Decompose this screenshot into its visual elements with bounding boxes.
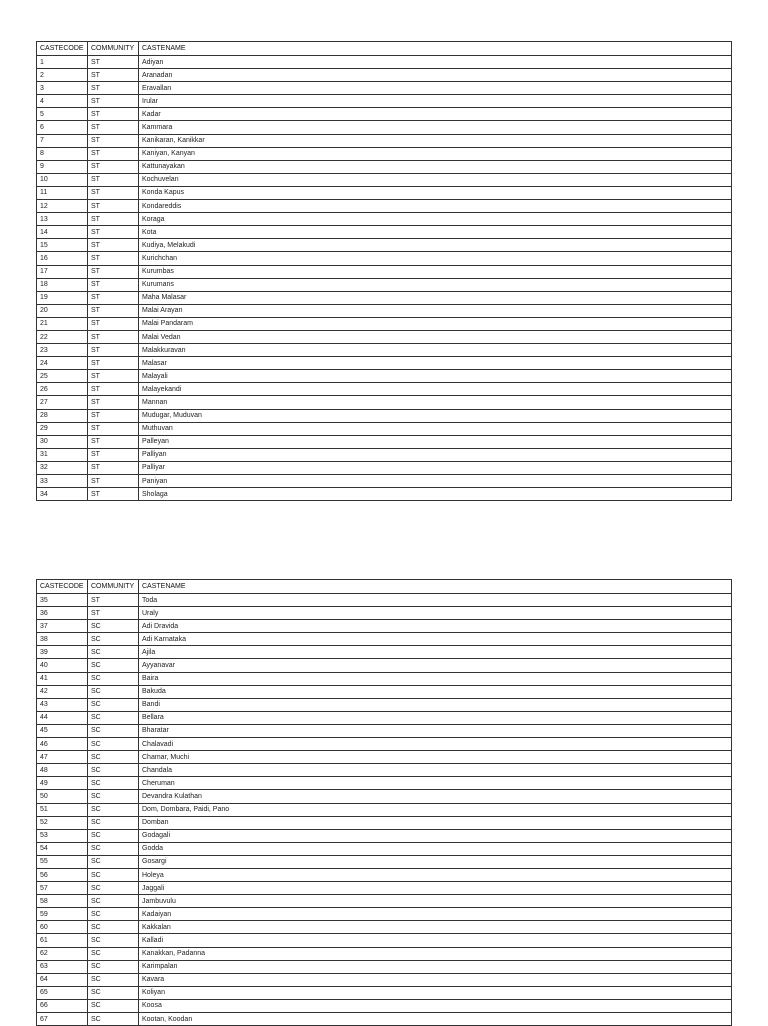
community-cell: ST	[88, 448, 139, 461]
table-row	[37, 488, 732, 501]
caste-table-2	[36, 579, 732, 1026]
castecode-cell: 55	[37, 855, 88, 868]
castename-cell: Kurumans	[139, 278, 732, 291]
community-cell: ST	[88, 82, 139, 95]
table-row	[37, 108, 732, 121]
community-cell: SC	[88, 764, 139, 777]
castecode-cell: 11	[37, 186, 88, 199]
castecode-cell: 67	[37, 1013, 88, 1026]
community-cell: SC	[88, 986, 139, 999]
castecode-cell: 57	[37, 882, 88, 895]
table-row	[37, 934, 732, 947]
header-castecode: CASTECODE	[37, 580, 88, 594]
community-cell: SC	[88, 711, 139, 724]
community-cell: SC	[88, 751, 139, 764]
castename-cell: Adiyan	[139, 56, 732, 69]
community-cell: ST	[88, 278, 139, 291]
header-castename: CASTENAME	[139, 580, 732, 594]
castename-cell: Cheruman	[139, 777, 732, 790]
community-cell: ST	[88, 291, 139, 304]
community-cell: SC	[88, 829, 139, 842]
table-row	[37, 344, 732, 357]
castecode-cell: 40	[37, 659, 88, 672]
table-row	[37, 999, 732, 1012]
table-row	[37, 803, 732, 816]
castecode-cell: 22	[37, 330, 88, 343]
castecode-cell: 24	[37, 357, 88, 370]
castename-cell: Malayali	[139, 370, 732, 383]
castename-cell: Paniyan	[139, 475, 732, 488]
table-row	[37, 960, 732, 973]
header-castecode: CASTECODE	[37, 42, 88, 56]
table-row	[37, 973, 732, 986]
community-cell: SC	[88, 868, 139, 881]
table-row	[37, 868, 732, 881]
community-cell: SC	[88, 895, 139, 908]
castename-cell: Malai Pandaram	[139, 317, 732, 330]
community-cell: ST	[88, 357, 139, 370]
table-row	[37, 396, 732, 409]
table-row	[37, 226, 732, 239]
table-row	[37, 82, 732, 95]
table-row	[37, 461, 732, 474]
castename-cell: Koliyan	[139, 986, 732, 999]
castename-cell: Adi Dravida	[139, 620, 732, 633]
castename-cell: Aranadan	[139, 69, 732, 82]
table-row	[37, 607, 732, 620]
castename-cell: Muthuvan	[139, 422, 732, 435]
castename-cell: Palliyar	[139, 461, 732, 474]
table-row	[37, 160, 732, 173]
castecode-cell: 46	[37, 738, 88, 751]
table-row	[37, 121, 732, 134]
castecode-cell: 26	[37, 383, 88, 396]
castecode-cell: 8	[37, 147, 88, 160]
castename-cell: Palliyan	[139, 448, 732, 461]
castecode-cell: 29	[37, 422, 88, 435]
castecode-cell: 20	[37, 304, 88, 317]
table-row	[37, 200, 732, 213]
community-cell: ST	[88, 226, 139, 239]
table-row	[37, 278, 732, 291]
castecode-cell: 48	[37, 764, 88, 777]
table-row	[37, 698, 732, 711]
table-row	[37, 594, 732, 607]
community-cell: ST	[88, 265, 139, 278]
table-row	[37, 764, 732, 777]
castename-cell: Chamar, Muchi	[139, 751, 732, 764]
castecode-cell: 5	[37, 108, 88, 121]
castecode-cell: 6	[37, 121, 88, 134]
castename-cell: Jambuvulu	[139, 895, 732, 908]
castecode-cell: 58	[37, 895, 88, 908]
castename-cell: Bandi	[139, 698, 732, 711]
castename-cell: Holeya	[139, 868, 732, 881]
table-row	[37, 173, 732, 186]
castename-cell: Adi Karnataka	[139, 633, 732, 646]
community-cell: ST	[88, 370, 139, 383]
table-row	[37, 239, 732, 252]
castecode-cell: 53	[37, 829, 88, 842]
castecode-cell: 1	[37, 56, 88, 69]
castecode-cell: 12	[37, 200, 88, 213]
community-cell: ST	[88, 475, 139, 488]
community-cell: ST	[88, 304, 139, 317]
castecode-cell: 42	[37, 685, 88, 698]
table-row	[37, 672, 732, 685]
table-row	[37, 790, 732, 803]
table-row	[37, 330, 732, 343]
table-row	[37, 882, 732, 895]
community-cell: ST	[88, 108, 139, 121]
community-cell: SC	[88, 777, 139, 790]
castename-cell: Gosargi	[139, 855, 732, 868]
castename-cell: Koosa	[139, 999, 732, 1012]
community-cell: SC	[88, 659, 139, 672]
table-row	[37, 213, 732, 226]
castecode-cell: 27	[37, 396, 88, 409]
castecode-cell: 41	[37, 672, 88, 685]
table-row	[37, 291, 732, 304]
table-row	[37, 947, 732, 960]
castecode-cell: 9	[37, 160, 88, 173]
castecode-cell: 3	[37, 82, 88, 95]
header-community: COMMUNITY	[88, 42, 139, 56]
community-cell: ST	[88, 461, 139, 474]
table-row	[37, 777, 732, 790]
community-cell: ST	[88, 488, 139, 501]
castecode-cell: 65	[37, 986, 88, 999]
castecode-cell: 50	[37, 790, 88, 803]
castecode-cell: 15	[37, 239, 88, 252]
community-cell: ST	[88, 56, 139, 69]
castename-cell: Godda	[139, 842, 732, 855]
table-row	[37, 724, 732, 737]
table-row	[37, 842, 732, 855]
table-row	[37, 186, 732, 199]
castename-cell: Toda	[139, 594, 732, 607]
table-row	[37, 370, 732, 383]
community-cell: SC	[88, 790, 139, 803]
community-cell: ST	[88, 160, 139, 173]
table-row	[37, 56, 732, 69]
community-cell: ST	[88, 344, 139, 357]
castecode-cell: 61	[37, 934, 88, 947]
castecode-cell: 43	[37, 698, 88, 711]
castename-cell: Karimpalan	[139, 960, 732, 973]
castecode-cell: 25	[37, 370, 88, 383]
castecode-cell: 34	[37, 488, 88, 501]
community-cell: ST	[88, 330, 139, 343]
community-cell: SC	[88, 934, 139, 947]
community-cell: SC	[88, 646, 139, 659]
castename-cell: Maha Malasar	[139, 291, 732, 304]
castename-cell: Eravallan	[139, 82, 732, 95]
community-cell: SC	[88, 882, 139, 895]
castename-cell: Bellara	[139, 711, 732, 724]
table-row	[37, 134, 732, 147]
community-cell: SC	[88, 816, 139, 829]
community-cell: SC	[88, 999, 139, 1012]
castename-cell: Kochuvelan	[139, 173, 732, 186]
castename-cell: Domban	[139, 816, 732, 829]
castename-cell: Bakuda	[139, 685, 732, 698]
castecode-cell: 4	[37, 95, 88, 108]
castecode-cell: 35	[37, 594, 88, 607]
table-header-row	[37, 580, 732, 594]
castename-cell: Sholaga	[139, 488, 732, 501]
table-row	[37, 620, 732, 633]
community-cell: ST	[88, 422, 139, 435]
castename-cell: Dom, Dombara, Paidi, Pano	[139, 803, 732, 816]
castecode-cell: 28	[37, 409, 88, 422]
community-cell: ST	[88, 69, 139, 82]
castename-cell: Kakkalan	[139, 921, 732, 934]
castename-cell: Malakkuravan	[139, 344, 732, 357]
castecode-cell: 23	[37, 344, 88, 357]
castename-cell: Mudugar, Muduvan	[139, 409, 732, 422]
table-row	[37, 475, 732, 488]
castename-cell: Kattunayakan	[139, 160, 732, 173]
community-cell: SC	[88, 960, 139, 973]
castecode-cell: 18	[37, 278, 88, 291]
castecode-cell: 10	[37, 173, 88, 186]
table-row	[37, 448, 732, 461]
community-cell: SC	[88, 947, 139, 960]
castename-cell: Irular	[139, 95, 732, 108]
castename-cell: Kalladi	[139, 934, 732, 947]
community-cell: ST	[88, 134, 139, 147]
caste-table-1	[36, 41, 732, 501]
community-cell: ST	[88, 252, 139, 265]
castecode-cell: 51	[37, 803, 88, 816]
community-cell: ST	[88, 594, 139, 607]
castename-cell: Kudiya, Melakudi	[139, 239, 732, 252]
castecode-cell: 13	[37, 213, 88, 226]
castename-cell: Jaggali	[139, 882, 732, 895]
castecode-cell: 21	[37, 317, 88, 330]
castecode-cell: 56	[37, 868, 88, 881]
castecode-cell: 52	[37, 816, 88, 829]
community-cell: ST	[88, 435, 139, 448]
castecode-cell: 49	[37, 777, 88, 790]
community-cell: ST	[88, 200, 139, 213]
table-row	[37, 435, 732, 448]
community-cell: SC	[88, 855, 139, 868]
table-row	[37, 69, 732, 82]
community-cell: SC	[88, 724, 139, 737]
table-row	[37, 409, 732, 422]
castename-cell: Palleyan	[139, 435, 732, 448]
table-row	[37, 895, 732, 908]
community-cell: ST	[88, 409, 139, 422]
castename-cell: Ayyanavar	[139, 659, 732, 672]
castecode-cell: 44	[37, 711, 88, 724]
castename-cell: Malai Vedan	[139, 330, 732, 343]
castename-cell: Kanikaran, Kanikkar	[139, 134, 732, 147]
table-row	[37, 422, 732, 435]
castename-cell: Bharatar	[139, 724, 732, 737]
castecode-cell: 32	[37, 461, 88, 474]
community-cell: SC	[88, 803, 139, 816]
castecode-cell: 47	[37, 751, 88, 764]
table-row	[37, 646, 732, 659]
table-row	[37, 816, 732, 829]
castename-cell: Konda Kapus	[139, 186, 732, 199]
castecode-cell: 66	[37, 999, 88, 1012]
castecode-cell: 37	[37, 620, 88, 633]
castecode-cell: 45	[37, 724, 88, 737]
castename-cell: Kanakkan, Padanna	[139, 947, 732, 960]
community-cell: SC	[88, 1013, 139, 1026]
community-cell: SC	[88, 672, 139, 685]
castename-cell: Malasar	[139, 357, 732, 370]
castename-cell: Kadar	[139, 108, 732, 121]
table-row	[37, 304, 732, 317]
community-cell: ST	[88, 396, 139, 409]
castecode-cell: 54	[37, 842, 88, 855]
castecode-cell: 33	[37, 475, 88, 488]
table-row	[37, 711, 732, 724]
community-cell: SC	[88, 738, 139, 751]
table-row	[37, 95, 732, 108]
castename-cell: Chandala	[139, 764, 732, 777]
community-cell: SC	[88, 842, 139, 855]
community-cell: ST	[88, 607, 139, 620]
community-cell: SC	[88, 698, 139, 711]
castename-cell: Malai Arayan	[139, 304, 732, 317]
castecode-cell: 17	[37, 265, 88, 278]
community-cell: ST	[88, 383, 139, 396]
castename-cell: Kondareddis	[139, 200, 732, 213]
castename-cell: Kota	[139, 226, 732, 239]
castename-cell: Malayekandi	[139, 383, 732, 396]
castecode-cell: 7	[37, 134, 88, 147]
castecode-cell: 62	[37, 947, 88, 960]
community-cell: ST	[88, 147, 139, 160]
castecode-cell: 63	[37, 960, 88, 973]
table-row	[37, 685, 732, 698]
community-cell: ST	[88, 173, 139, 186]
castename-cell: Chalavadi	[139, 738, 732, 751]
castecode-cell: 14	[37, 226, 88, 239]
castename-cell: Kurichchan	[139, 252, 732, 265]
table-row	[37, 921, 732, 934]
table-row	[37, 855, 732, 868]
table-row	[37, 908, 732, 921]
header-castename: CASTENAME	[139, 42, 732, 56]
castecode-cell: 16	[37, 252, 88, 265]
community-cell: SC	[88, 685, 139, 698]
castename-cell: Uraly	[139, 607, 732, 620]
table-row	[37, 751, 732, 764]
table-row	[37, 986, 732, 999]
castecode-cell: 60	[37, 921, 88, 934]
table-row	[37, 659, 732, 672]
table-row	[37, 265, 732, 278]
castename-cell: Koraga	[139, 213, 732, 226]
community-cell: ST	[88, 317, 139, 330]
table-row	[37, 738, 732, 751]
community-cell: ST	[88, 213, 139, 226]
castecode-cell: 2	[37, 69, 88, 82]
castecode-cell: 31	[37, 448, 88, 461]
castename-cell: Baira	[139, 672, 732, 685]
castename-cell: Mannan	[139, 396, 732, 409]
community-cell: ST	[88, 239, 139, 252]
table-row	[37, 633, 732, 646]
castename-cell: Ajila	[139, 646, 732, 659]
castecode-cell: 19	[37, 291, 88, 304]
castecode-cell: 59	[37, 908, 88, 921]
community-cell: ST	[88, 186, 139, 199]
community-cell: SC	[88, 921, 139, 934]
community-cell: SC	[88, 908, 139, 921]
castename-cell: Kurumbas	[139, 265, 732, 278]
community-cell: ST	[88, 121, 139, 134]
castecode-cell: 64	[37, 973, 88, 986]
castename-cell: Devandra Kulathan	[139, 790, 732, 803]
castename-cell: Kaniyan, Kanyan	[139, 147, 732, 160]
castename-cell: Godagali	[139, 829, 732, 842]
castename-cell: Kavara	[139, 973, 732, 986]
table-row	[37, 317, 732, 330]
castename-cell: Kammara	[139, 121, 732, 134]
table-row	[37, 252, 732, 265]
community-cell: SC	[88, 620, 139, 633]
community-cell: ST	[88, 95, 139, 108]
castename-cell: Kootan, Koodan	[139, 1013, 732, 1026]
table-row	[37, 357, 732, 370]
castecode-cell: 36	[37, 607, 88, 620]
table-row	[37, 383, 732, 396]
community-cell: SC	[88, 633, 139, 646]
castecode-cell: 30	[37, 435, 88, 448]
castecode-cell: 39	[37, 646, 88, 659]
table-row	[37, 147, 732, 160]
table-row	[37, 829, 732, 842]
header-community: COMMUNITY	[88, 580, 139, 594]
castename-cell: Kadaiyan	[139, 908, 732, 921]
table-header-row	[37, 42, 732, 56]
castecode-cell: 38	[37, 633, 88, 646]
community-cell: SC	[88, 973, 139, 986]
